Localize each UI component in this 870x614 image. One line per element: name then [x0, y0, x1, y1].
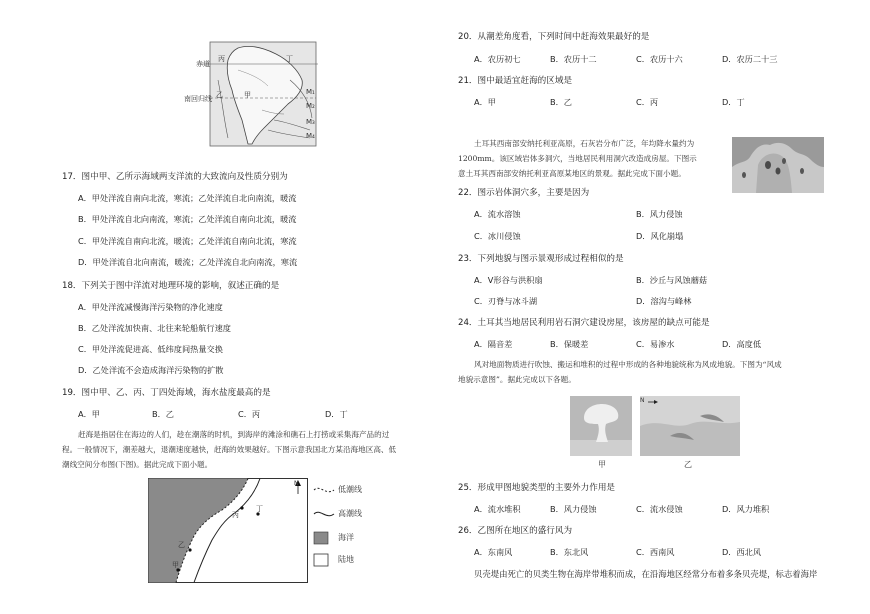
q20-option-d[interactable]: D．农历二十三	[722, 54, 778, 64]
label-yi: 乙	[216, 91, 223, 99]
north-arrow-label: N	[294, 480, 299, 487]
shell-ridge-intro: 贝壳堤由死亡的贝类生物在海岸带堆积而成，在沿海地区经常分布着多条贝壳堤，标志着海岸	[474, 569, 818, 579]
q20-option-b[interactable]: B．农历十二	[550, 54, 597, 64]
label-ding: 丁	[286, 55, 293, 63]
tide-intro-line-2: 程。一般情况下，潮差越大，退潮速度越快，赶海的效果越好。下图示意我国北方某沿海地区高、低	[62, 445, 397, 454]
legend-high-tide: 高潮线	[338, 509, 362, 518]
label-m3: M₃	[306, 118, 315, 126]
tide-map-legend	[312, 482, 392, 582]
low-tide-symbol	[314, 488, 334, 491]
tide-label-yi: 乙	[178, 541, 185, 549]
wind-intro-line-1: 风对地面物质进行吹蚀、搬运和堆积的过程中形成的各种地貌统称为风成地貌。下图为“风成	[474, 360, 782, 369]
q19-option-d[interactable]: D．丁	[325, 409, 348, 419]
label-m4: M₄	[306, 132, 315, 140]
turkey-intro-line-1: 土耳其西南部安纳托利亚高原，石灰岩分布广泛，年均降水量约为	[474, 139, 695, 148]
q17-option-b[interactable]: B．甲处洋流自北向南流，寒流；乙处洋流自南向北流，暖流	[78, 214, 297, 224]
question-24-stem: 24．土耳其当地居民利用岩石洞穴建设房屋，该房屋的缺点可能是	[458, 318, 710, 328]
q19-option-c[interactable]: C．丙	[238, 409, 261, 419]
q23-option-b[interactable]: B．沙丘与风蚀蘑菇	[636, 275, 708, 285]
mushroom-rock-svg	[570, 396, 632, 456]
legend-symbols	[312, 482, 336, 582]
south-america-current-map	[184, 40, 318, 148]
q21-option-c[interactable]: C．丙	[636, 97, 659, 107]
q22-option-a[interactable]: A．流水溶蚀	[474, 209, 521, 219]
legend-ocean: 海洋	[338, 533, 354, 542]
q26-option-d[interactable]: D．西北风	[722, 547, 762, 557]
dune-photo	[640, 396, 740, 456]
tide-label-ding: 丁	[256, 505, 263, 513]
high-tide-symbol	[314, 512, 334, 515]
cave-rock-svg	[732, 137, 824, 193]
question-21-stem: 21．图中最适宜赶海的区域是	[458, 76, 573, 86]
q20-option-a[interactable]: A．农历初七	[474, 54, 521, 64]
label-bing: 丙	[218, 55, 225, 63]
figure-label-jia: 甲	[598, 460, 606, 469]
cave-rock-photo	[732, 137, 824, 193]
q19-option-b[interactable]: B．乙	[152, 409, 174, 419]
label-m1: M₁	[306, 88, 315, 96]
legend-land: 陆地	[338, 555, 354, 564]
q22-option-b[interactable]: B．风力侵蚀	[636, 209, 683, 219]
mushroom-rock-photo	[570, 396, 632, 456]
ocean-symbol	[314, 532, 328, 544]
q22-option-d[interactable]: D．风化崩塌	[636, 231, 684, 241]
land-symbol	[314, 554, 328, 566]
q24-option-c[interactable]: C．易渗水	[636, 339, 675, 349]
q17-option-a[interactable]: A．甲处洋流自南向北流，寒流；乙处洋流自北向南流，暖流	[78, 193, 297, 203]
legend-low-tide: 低潮线	[338, 485, 362, 494]
wind-intro-line-2: 地貌示意图”。据此完成以下各题。	[458, 375, 576, 384]
question-26-stem: 26．乙图所在地区的盛行风为	[458, 526, 573, 536]
tide-label-jia: 甲	[172, 561, 179, 569]
q18-option-b[interactable]: B．乙处洋流加快南、北往来轮船航行速度	[78, 323, 231, 333]
dune-north-label: N	[640, 397, 645, 404]
q17-option-c[interactable]: C．甲处洋流自南向北流，暖流；乙处洋流自南向北流，寒流	[78, 236, 297, 246]
q20-option-c[interactable]: C．农历十六	[636, 54, 683, 64]
question-19-stem: 19．图中甲、乙、丙、丁四处海域，海水盐度最高的是	[62, 388, 271, 398]
q24-option-a[interactable]: A．隔音差	[474, 339, 513, 349]
q26-option-a[interactable]: A．东南风	[474, 547, 513, 557]
label-m2: M₂	[306, 102, 315, 110]
question-20-stem: 20．从潮差角度看，下列时间中赶海效果最好的是	[458, 32, 650, 42]
tide-intro-line-1: 赶海是指居住在海边的人们，趁在潮落的时机，到海岸的滩涂和礁石上打捞或采集海产品的过	[78, 430, 390, 439]
q23-option-d[interactable]: D．溶沟与峰林	[636, 296, 692, 306]
tide-line-map	[148, 478, 308, 583]
question-25-stem: 25．形成甲图地貌类型的主要外力作用是	[458, 483, 616, 493]
q21-option-b[interactable]: B．乙	[550, 97, 572, 107]
figure-label-yi: 乙	[684, 460, 692, 469]
label-equator: 赤道	[196, 60, 210, 68]
tide-intro-line-3: 潮线空间分布图(下图)。据此完成下面小题。	[62, 460, 213, 469]
q19-option-a[interactable]: A．甲	[78, 409, 100, 419]
q18-option-c[interactable]: C．甲处洋流促进高、低纬度间热量交换	[78, 344, 223, 354]
question-23-stem: 23．下列地貌与图示景观形成过程相似的是	[458, 254, 624, 264]
q25-option-b[interactable]: B．风力侵蚀	[550, 504, 597, 514]
turkey-intro-line-3: 意土耳其西南部安纳托利亚高原某地区的景观。据此完成下面小题。	[458, 169, 686, 178]
label-tropic: 南回归线	[184, 95, 212, 103]
q25-option-c[interactable]: C．流水侵蚀	[636, 504, 683, 514]
question-18-stem: 18．下列关于图中洋流对地理环境的影响，叙述正确的是	[62, 281, 280, 291]
q26-option-c[interactable]: C．西南风	[636, 547, 675, 557]
label-jia: 甲	[244, 91, 251, 99]
q25-option-a[interactable]: A．流水堆积	[474, 504, 521, 514]
q21-option-a[interactable]: A．甲	[474, 97, 496, 107]
question-17-stem: 17．图中甲、乙所示海域两支洋流的大致流向及性质分别为	[62, 172, 288, 182]
q24-option-b[interactable]: B．保暖差	[550, 339, 589, 349]
q17-option-d[interactable]: D．甲处洋流自北向南流，暖流；乙处洋流自北向南流，寒流	[78, 257, 298, 267]
q21-option-d[interactable]: D．丁	[722, 97, 745, 107]
dune-svg	[640, 396, 740, 456]
q26-option-b[interactable]: B．东北风	[550, 547, 589, 557]
tide-label-bing: 丙	[232, 511, 239, 519]
q18-option-a[interactable]: A．甲处洋流减慢海洋污染物的净化速度	[78, 302, 223, 312]
question-22-stem: 22．图示岩体洞穴多，主要是因为	[458, 188, 590, 198]
q22-option-c[interactable]: C．冰川侵蚀	[474, 231, 521, 241]
q24-option-d[interactable]: D．高度低	[722, 339, 762, 349]
q23-option-a[interactable]: A．V形谷与洪积扇	[474, 275, 543, 285]
q25-option-d[interactable]: D．风力堆积	[722, 504, 770, 514]
turkey-intro-line-2: 1200mm。该区域岩体多洞穴，当地居民利用洞穴改造成房屋。下图示	[458, 154, 697, 163]
q18-option-d[interactable]: D．乙处洋流不会造成海洋污染物的扩散	[78, 365, 224, 375]
q23-option-c[interactable]: C．刃脊与冰斗湖	[474, 296, 538, 306]
